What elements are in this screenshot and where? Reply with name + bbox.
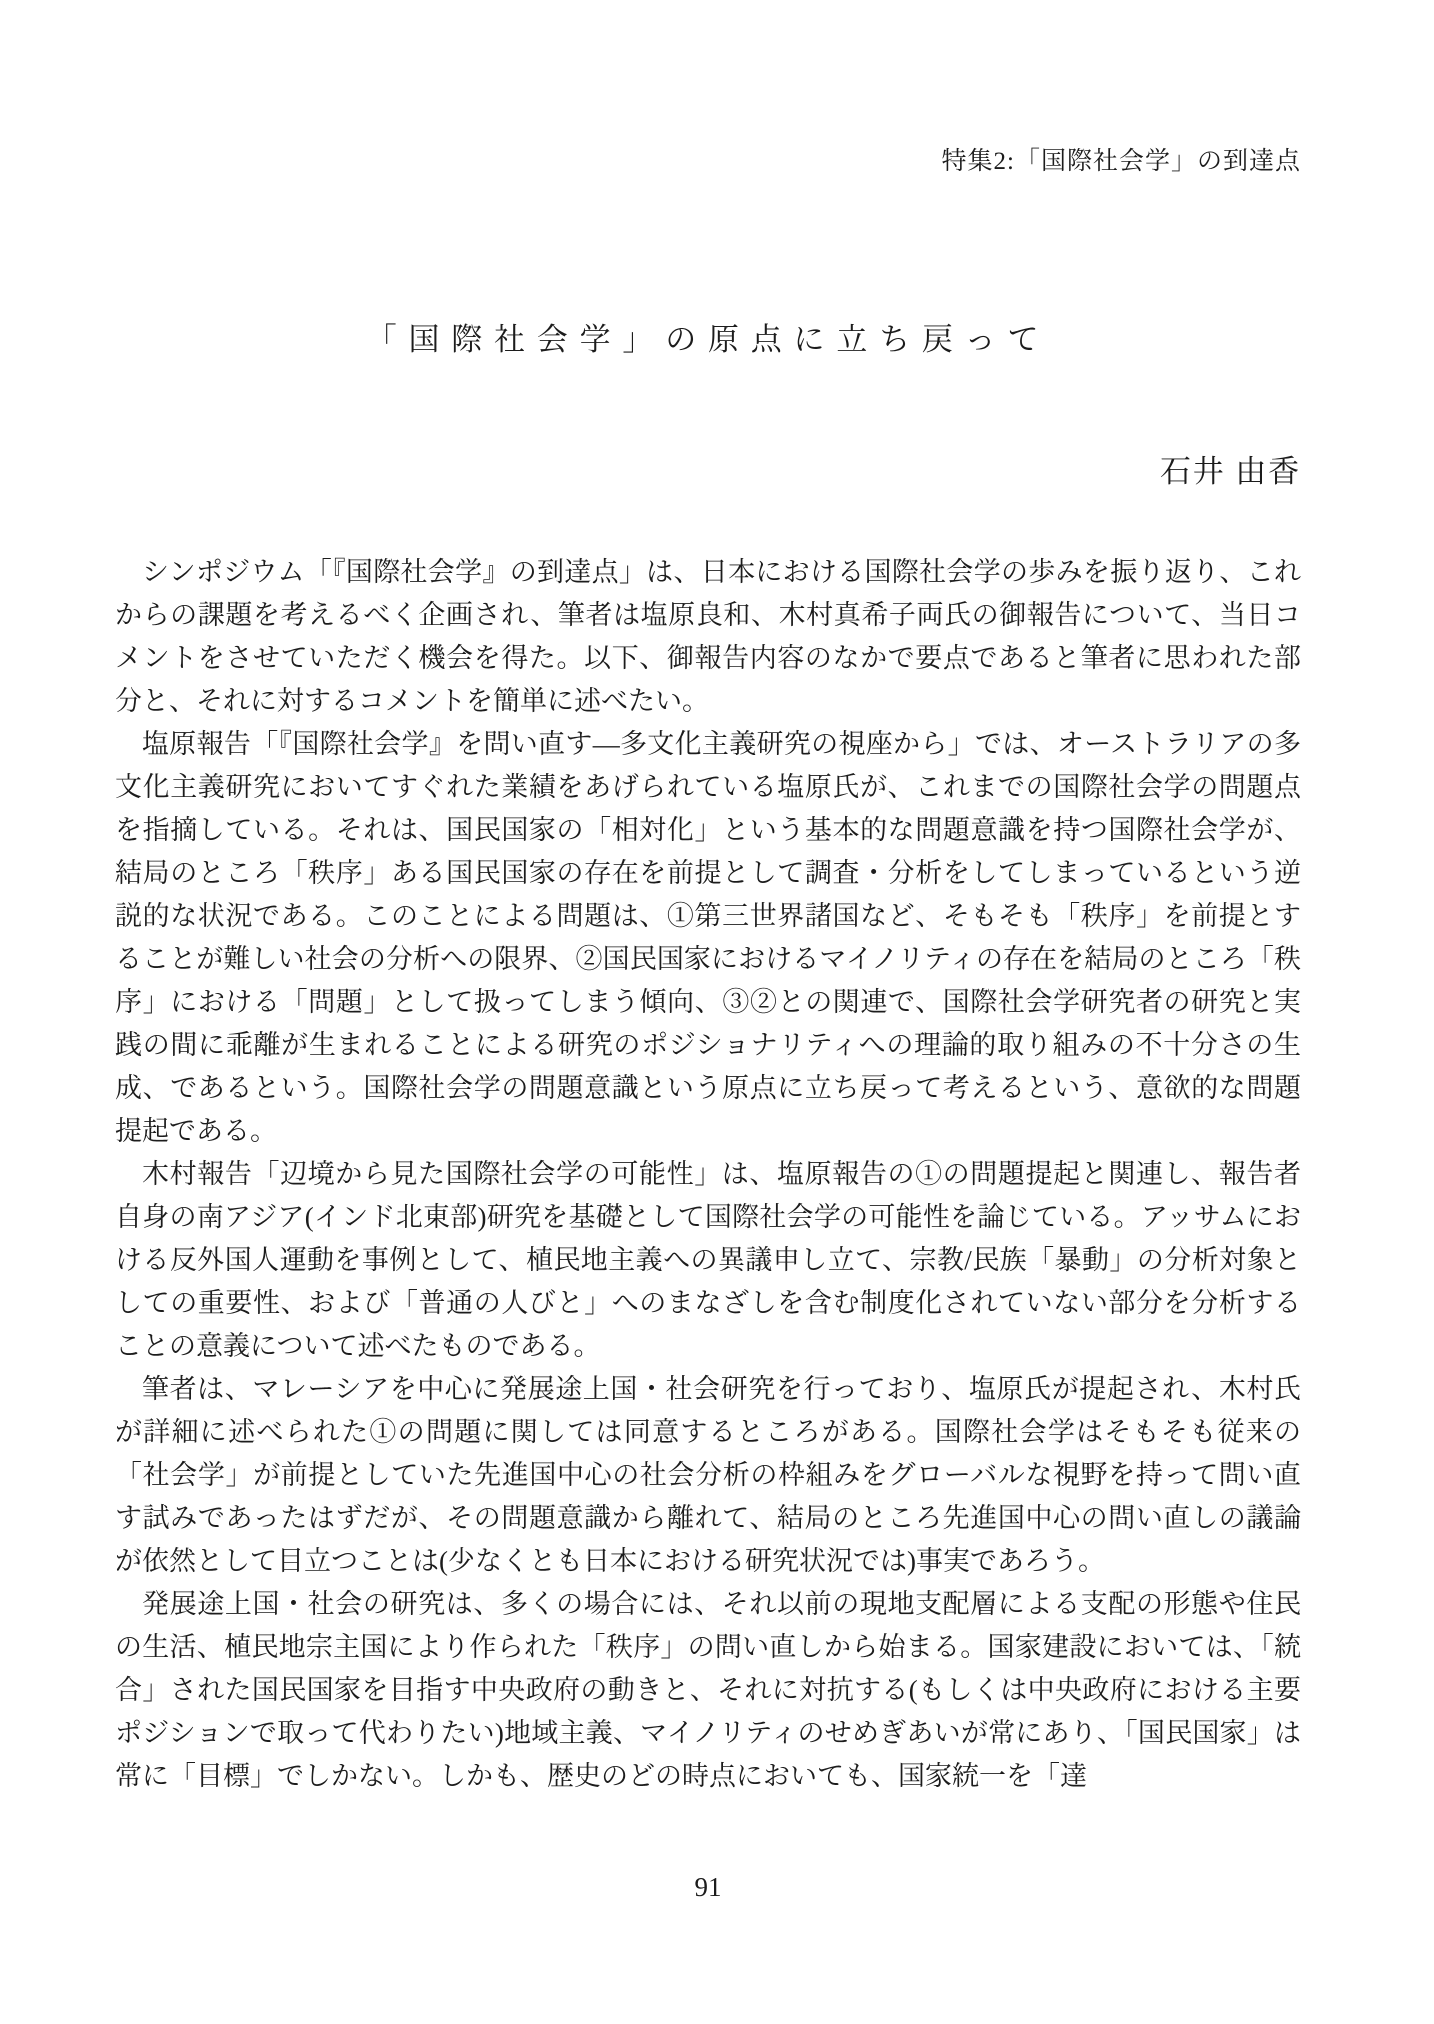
article-title: 「国際社会学」の原点に立ち戻って [365, 321, 1051, 357]
page-number: 91 [694, 1872, 722, 1902]
paragraph-4: 筆者は、マレーシアを中心に発展途上国・社会研究を行っており、塩原氏が提起され、木村氏が詳細に述べられた①の問題に関しては同意するところがある。国際社会学はそもそも従来の「社会学」が前提としていた先進国中心の社会分析の枠組みをグローバルな視野を持って問い直す試みであったはずだが、その問題意識から離れて、結局のところ先進国中心の問い直しの議論が依然として目立つことは(少なくとも日本における研究状況では)事実であろう。 [115, 1374, 1301, 1576]
running-head: 特集2:「国際社会学」の到達点 [941, 148, 1301, 175]
paragraph-3: 木村報告「辺境から見た国際社会学の可能性」は、塩原報告の①の問題提起と関連し、報告者自身の南アジア(インド北東部)研究を基礎として国際社会学の可能性を論じている。アッサムにおける反外国人運動を事例として、植民地主義への異議申し立て、宗教/民族「暴動」の分析対象としての重要性、および「普通の人びと」へのまなざしを含む制度化されていない部分を分析することの意義について述べたものである。 [115, 1159, 1301, 1361]
author-name: 石井 由香 [1159, 454, 1301, 489]
article-body [115, 551, 1301, 1798]
paragraph-1: シンポジウム「『国際社会学』の到達点」は、日本における国際社会学の歩みを振り返り、これからの課題を考えるべく企画され、筆者は塩原良和、木村真希子両氏の御報告について、当日コメントをさせていただく機会を得た。以下、御報告内容のなかで要点であると筆者に思われた部分と、それに対するコメントを簡単に述べたい。 [115, 557, 1301, 716]
paragraph-2: 塩原報告「『国際社会学』を問い直す―多文化主義研究の視座から」では、オーストラリアの多文化主義研究においてすぐれた業績をあげられている塩原氏が、これまでの国際社会学の問題点を指摘している。それは、国民国家の「相対化」という基本的な問題意識を持つ国際社会学が、結局のところ「秩序」ある国民国家の存在を前提として調査・分析をしてしまっているという逆説的な状況である。このことによる問題は、①第三世界諸国など、そもそも「秩序」を前提とすることが難しい社会の分析への限界、②国民国家におけるマイノリティの存在を結局のところ「秩序」における「問題」として扱ってしまう傾向、③②との関連で、国際社会学研究者の研究と実践の間に乖離が生まれることによる研究のポジショナリティへの理論的取り組みの不十分さの生成、であるという。国際社会学の問題意識という原点に立ち戻って考えるという、意欲的な問題提起である。 [115, 729, 1301, 1146]
paragraph-5: 発展途上国・社会の研究は、多くの場合には、それ以前の現地支配層による支配の形態や住民の生活、植民地宗主国により作られた「秩序」の問い直しから始まる。国家建設においては、「統合」された国民国家を目指す中央政府の動きと、それに対抗する(もしくは中央政府における主要ポジションで取って代わりたい)地域主義、マイノリティのせめぎあいが常にあり、「国民国家」は常に「目標」でしかない。しかも、歴史のどの時点においても、国家統一を「達 [115, 1589, 1301, 1791]
